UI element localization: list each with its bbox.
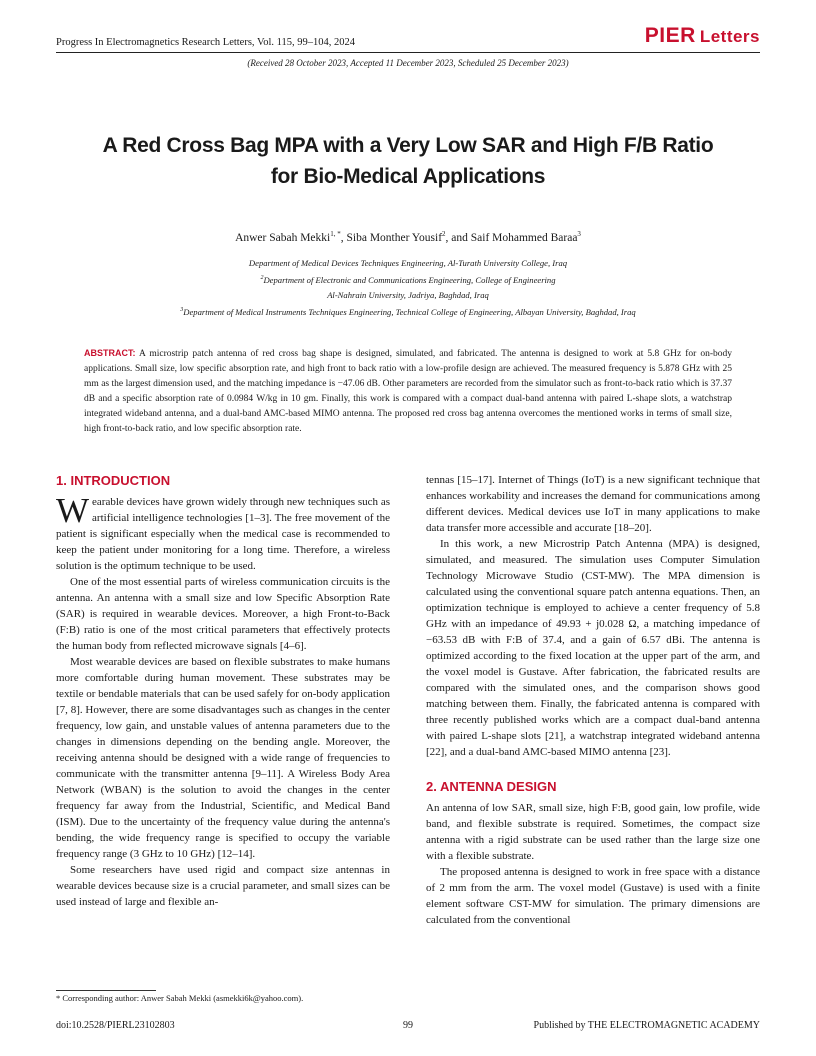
affiliation-2 — [0, 271, 816, 288]
corresponding-author-footnote: * Corresponding author: Anwer Sabah Mekki (asmekki6k@yahoo.com). — [56, 993, 304, 1003]
affiliation-2b: Al-Nahrain University, Jadriya, Baghdad, Iraq — [327, 289, 489, 300]
header-rule — [56, 52, 760, 53]
left-column — [56, 472, 390, 910]
affiliation-3-sup: 3 — [180, 306, 184, 313]
pier-letters-logo — [645, 24, 760, 48]
intro-heading: 1. INTRODUCTION — [56, 473, 171, 488]
abstract-label: ABSTRACT: — [84, 348, 136, 358]
design-paragraph-2: The proposed antenna is designed to work in free space with a distance of 2 mm from the arm. The voxel model (Gustave) is used with a finite element software CST-MW for simulation. The primary dimensions are calculated from the conventional — [426, 866, 760, 926]
antenna-design-heading: 2. ANTENNA DESIGN — [426, 779, 557, 794]
intro-paragraph-3: Most wearable devices are based on flexible substrates to make humans more comfortable during human movement. These substrates may be textile or bendable materials that can be used safely for on-body application [7, 8]. However, there are some disadvantages such as changes in the center frequency, low gain, and unstable values of antenna parameters due to the changes in dimensions depending on the bending angle. Moreover, the receiving antenna should be designed with a wide range of frequencies to communicate with the transmitter antenna [9–11]. A Wireless Body Area Network (WBAN) is the solution to avoid the changes in the center frequency far away from the Industrial, Scientific, and Medical Band (ISM). Due to the uncertainty of the frequency value during the antenna's bending, the wide frequency range is specified to occupy the variable frequency range (3 GHz to 10 GHz) [12–14]. — [56, 656, 390, 860]
affiliation-3-text: Department of Medical Instruments Techniques Engineering, Technical College of Engineering, Albayan University, Baghdad, Iraq — [183, 306, 636, 317]
received-dates: (Received 28 October 2023, Accepted 11 December 2023, Scheduled 25 December 2023) — [247, 58, 569, 68]
logo-main: PIER — [644, 24, 696, 47]
intro-paragraph-5: tennas [15–17]. Internet of Things (IoT) is a new significant technique that enhances workability and increases the demand for communications among different devices. Medical devices use IoT in many applications to make data transfer more accessible and accurate [18–20]. — [426, 474, 760, 534]
author-2-sup: 2 — [442, 230, 446, 238]
running-head: Progress In Electromagnetics Research Letters, Vol. 115, 99–104, 2024 — [56, 37, 355, 48]
abstract — [84, 346, 732, 437]
author-3: , and Saif Mohammed Baraa — [445, 231, 578, 244]
title-line-1: A Red Cross Bag MPA with a Very Low SAR and High F/B Ratio — [102, 134, 714, 157]
intro-paragraph-4: Some researchers have used rigid and compact size antennas in wearable devices because size is a crucial parameter, and small sizes can be used instead of large and flexible an- — [56, 864, 390, 908]
intro-paragraph-6: In this work, a new Microstrip Patch Antenna (MPA) is designed, simulated, and measured. The simulation uses Computer Simulation Technology Microwave Studio (CST-MW). The MPA dimension is calculated using the conventional square patch antenna equations. Then, an optimization technique is employed to achieve a center frequency of 5.8 GHz with an impedance of 49.93 + j0.028 Ω, a matching impedance of −63.53 dB with F:B of 37.4, and a gain of 6.57 dBi. The antenna is optimized according to the fixed location at the upper part of the arm, and the voxel model is Gustave. After fabrication, the fabricated results are compared with the simulated ones, and the comparison shows good matching between them. Finally, the fabricated antenna is compared with three recently published works which are a compact dual-band antenna with paired L-shape slots [21], a watchstrap integrated wideband antenna [22], and a dual-band AMC-based MIMO antenna [23]. — [426, 538, 760, 758]
affiliation-2-text: Department of Electronic and Communications Engineering, College of Engineering — [263, 274, 556, 285]
logo-sub: Letters — [699, 27, 760, 46]
intro-p1-text: earable devices have grown widely through new techniques such as artificial intelligence technologies [1–3]. The free movement of the patient is significant especially when the medical case is recommended to keep the patient under monitoring for a long time. Therefore, a wireless solution is the optimum technique to be used. — [56, 496, 390, 572]
abstract-text: A microstrip patch antenna of red cross bag shape is designed, simulated, and fabricated. The antenna is designed to work at 5.8 GHz for on-body applications. Small size, low specific absorption rate, and high front to back ratio with a low-profile design are achieved. The measured frequency is 5.878 GHz with 25 mm as the largest dimension used, and the matching impedance is −47.06 dB. Other parameters are recorded from the simulator such as front-to-back ratio which is 37.37 dB and a specific absorption rate of 0.0984 W/kg in 10 gm. Finally, this work is compared with a compact dual-band antenna with paired L-shape slots, a watchstrap integrated wideband antenna, and a dual-band AMC-based MIMO antenna. The proposed red cross bag antenna overcomes the mentioned works in terms of small size, high front-to-back ratio, and low specific absorption rate. — [84, 349, 732, 434]
affiliation-3 — [0, 303, 816, 320]
author-3-sup: 3 — [577, 230, 581, 238]
author-1: Anwer Sabah Mekki — [235, 231, 331, 244]
publisher: Published by THE ELECTROMAGNETIC ACADEMY — [533, 1020, 760, 1031]
intro-paragraph-1 — [56, 491, 390, 574]
author-2: , Siba Monther Yousif — [340, 231, 443, 244]
doi: doi:10.2528/PIERL23102803 — [56, 1020, 175, 1031]
drop-cap: W — [56, 491, 90, 530]
author-1-sup: 1, * — [330, 230, 341, 238]
title-line-2: for Bio-Medical Applications — [270, 165, 546, 188]
right-column — [426, 472, 760, 928]
design-paragraph-1: An antenna of low SAR, small size, high F:B, good gain, low profile, wide band, and flexible substrate is required. Sometimes, the compact size antenna with a rigid substrate can be used rather than the large size one with a flexible substrate. — [426, 802, 760, 862]
footnote-rule — [56, 990, 156, 991]
paper-title — [56, 130, 760, 192]
affiliation-1: Department of Medical Devices Techniques Engineering, Al-Turath University College, Iraq — [248, 258, 568, 268]
affiliations — [0, 256, 816, 320]
page-number: 99 — [403, 1020, 413, 1031]
author-list — [0, 230, 816, 244]
affiliation-2-sup: 2 — [260, 275, 264, 281]
intro-paragraph-2: One of the most essential parts of wireless communication circuits is the antenna. An antenna with a small size and low Specific Absorption Rate (SAR) is required in wearable devices. Moreover, a high Front-to-Back (F:B) ratio is one of the most critical parameters that effectively protects the human body from reflected microwave signals [4–6]. — [56, 576, 390, 652]
